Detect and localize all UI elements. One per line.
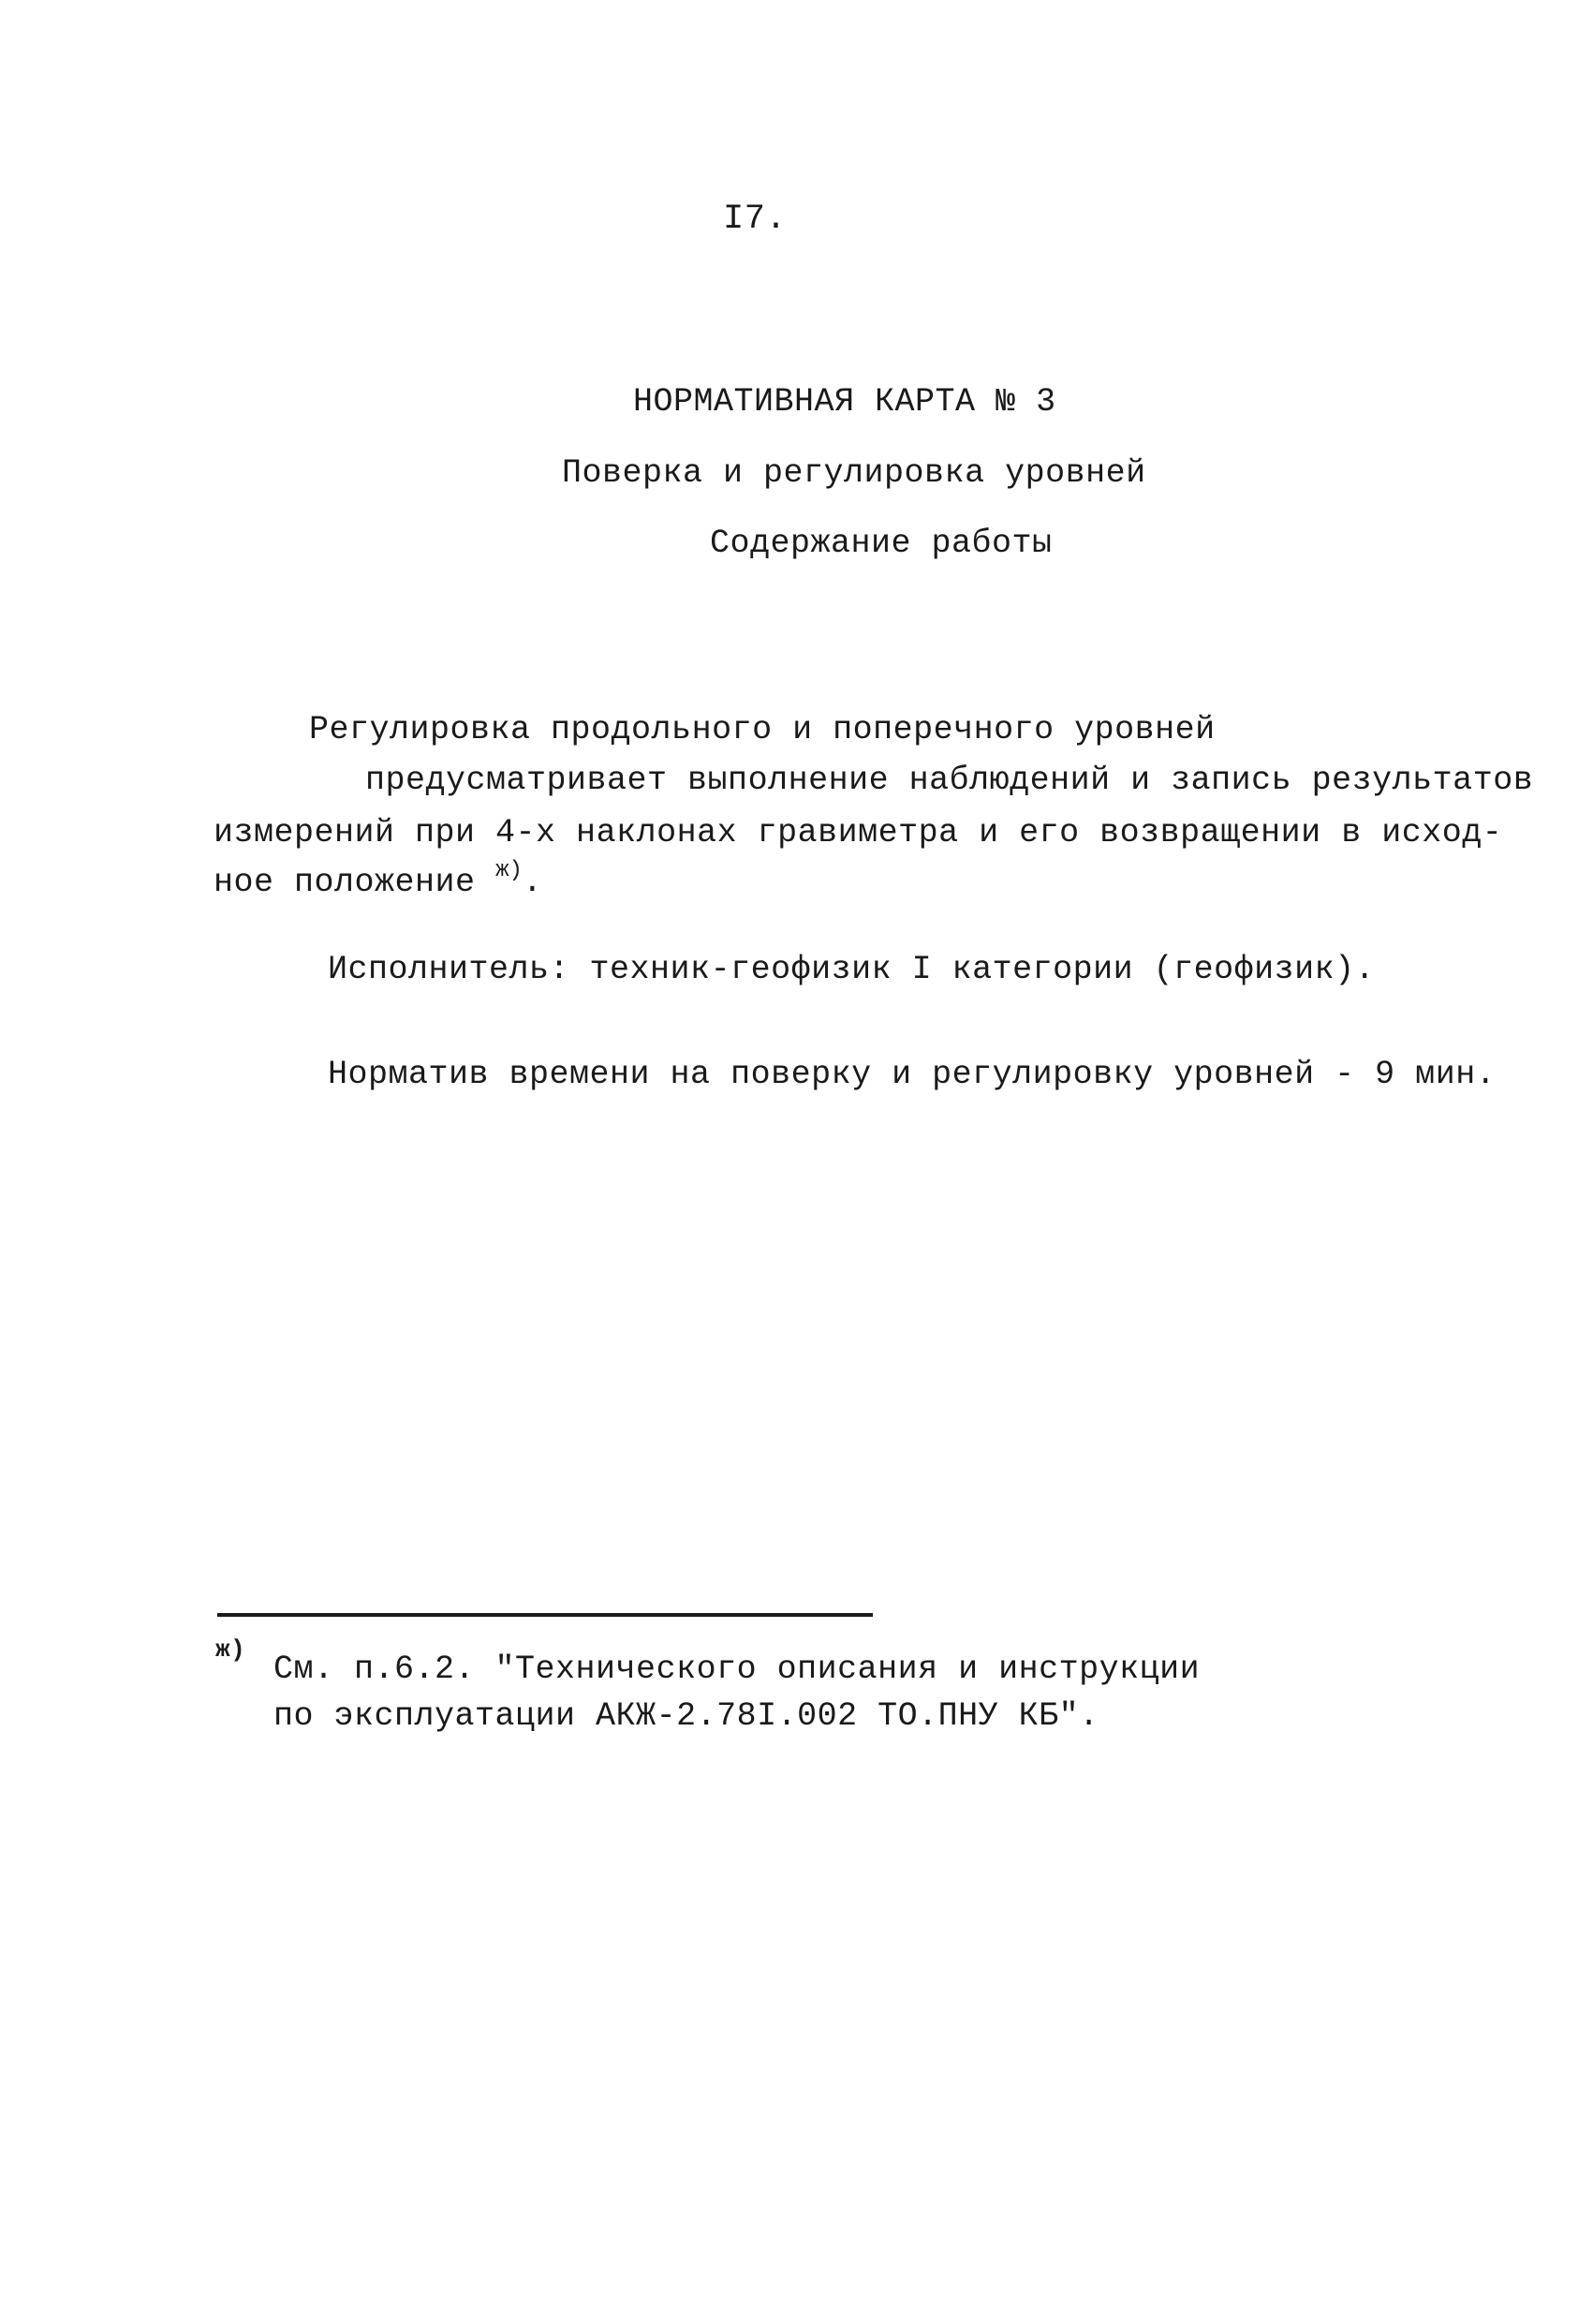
time-norm-line: Норматив времени на поверку и регулировку уровней - 9 мин. [328, 1056, 1497, 1093]
document-title: НОРМАТИВНАЯ КАРТА № 3 [633, 383, 1056, 421]
footnote-reference: ж) [495, 858, 523, 883]
performer-line: Исполнитель: техник-геофизик I категории (геофизик). [328, 951, 1376, 988]
body-line-4 [214, 858, 543, 901]
body-line-2: предусматривает выполнение наблюдений и запись результатов [365, 762, 1534, 799]
section-heading: Содержание работы [710, 525, 1053, 562]
document-subtitle: Поверка и регулировка уровней [562, 454, 1146, 492]
page-number: I7. [723, 200, 788, 239]
footnote-line-2: по эксплуатации АКЖ-2.78I.002 ТО.ПНУ КБ". [273, 1697, 1099, 1735]
body-line-1: Регулировка продольного и поперечного уровней [309, 711, 1216, 748]
body-line-3: измерений при 4-х наклонах гравиметра и его возвращении в исход- [214, 814, 1503, 851]
footnote-marker: ж) [215, 1636, 246, 1664]
body-line-4-text: ное положение [214, 864, 496, 901]
footnote-line-1: См. п.6.2. "Технического описания и инструкции [273, 1650, 1201, 1688]
footnote-divider [217, 1613, 873, 1617]
body-line-4-end: . [522, 864, 543, 901]
